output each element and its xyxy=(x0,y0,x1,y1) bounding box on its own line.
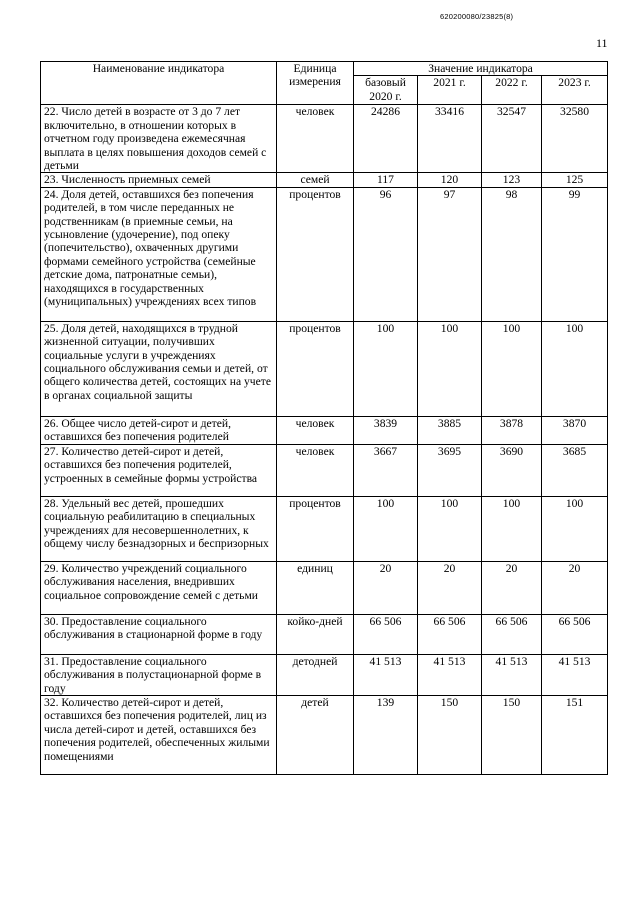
value-2022: 3690 xyxy=(482,444,542,496)
value-2022: 66 506 xyxy=(482,614,542,654)
value-2023: 151 xyxy=(542,696,608,775)
indicator-name: 31. Предоставление социального обслуживания в полустационарной форме в году xyxy=(41,654,277,695)
value-2021: 3695 xyxy=(418,444,482,496)
value-2021: 150 xyxy=(418,696,482,775)
header-base-2020: базовый 2020 г. xyxy=(354,76,418,105)
table-row xyxy=(41,696,608,775)
indicator-name: 24. Доля детей, оставшихся без попечения родителей, в том числе переданных не родственникам (в приемные семьи, на усыновление (удочерение), под опеку (попечительство), охваченных другими формами семейного устройства (семейные детские дома, патронатные семьи), находящихся в государственных (муниципальных) учреждениях всех типов xyxy=(41,187,277,321)
value-2023: 99 xyxy=(542,187,608,321)
value-2023: 66 506 xyxy=(542,614,608,654)
header-2021: 2021 г. xyxy=(418,76,482,105)
table-row xyxy=(41,654,608,695)
indicator-unit: детей xyxy=(277,696,354,775)
value-2022: 150 xyxy=(482,696,542,775)
value-base-2020: 66 506 xyxy=(354,614,418,654)
value-2023: 3685 xyxy=(542,444,608,496)
value-2023: 125 xyxy=(542,173,608,187)
indicator-unit: человек xyxy=(277,416,354,444)
indicator-name: 27. Количество детей-сирот и детей, оставшихся без попечения родителей, устроенных в семейные формы устройства xyxy=(41,444,277,496)
indicator-unit: человек xyxy=(277,105,354,173)
table-row xyxy=(41,321,608,416)
value-base-2020: 41 513 xyxy=(354,654,418,695)
header-2022: 2022 г. xyxy=(482,76,542,105)
value-2022: 20 xyxy=(482,561,542,614)
value-base-2020: 24286 xyxy=(354,105,418,173)
value-base-2020: 20 xyxy=(354,561,418,614)
indicator-unit: детодней xyxy=(277,654,354,695)
header-indicator-name: Наименование индикатора xyxy=(41,62,277,105)
indicator-unit: процентов xyxy=(277,496,354,561)
table-row xyxy=(41,105,608,173)
indicator-unit: процентов xyxy=(277,321,354,416)
indicator-name: 23. Численность приемных семей xyxy=(41,173,277,187)
value-2023: 3870 xyxy=(542,416,608,444)
value-2022: 3878 xyxy=(482,416,542,444)
value-2023: 32580 xyxy=(542,105,608,173)
table-row xyxy=(41,444,608,496)
value-2023: 41 513 xyxy=(542,654,608,695)
table-row xyxy=(41,561,608,614)
value-2021: 100 xyxy=(418,496,482,561)
table-row xyxy=(41,614,608,654)
indicator-name: 29. Количество учреждений социального обслуживания населения, внедривших социальное сопровождение семей с детьми xyxy=(41,561,277,614)
header-unit: Единица измерения xyxy=(277,62,354,105)
value-2022: 123 xyxy=(482,173,542,187)
value-2022: 41 513 xyxy=(482,654,542,695)
indicators-table xyxy=(40,61,608,775)
value-base-2020: 3667 xyxy=(354,444,418,496)
indicator-name: 22. Число детей в возрасте от 3 до 7 лет включительно, в отношении которых в отчетном году произведена ежемесячная выплата в целях повышения доходов семей с детьми xyxy=(41,105,277,173)
value-2022: 100 xyxy=(482,321,542,416)
indicator-unit: семей xyxy=(277,173,354,187)
value-2021: 41 513 xyxy=(418,654,482,695)
header-2023: 2023 г. xyxy=(542,76,608,105)
table-row xyxy=(41,173,608,187)
value-2022: 100 xyxy=(482,496,542,561)
value-base-2020: 139 xyxy=(354,696,418,775)
value-base-2020: 100 xyxy=(354,321,418,416)
page-number: 11 xyxy=(596,36,608,50)
value-base-2020: 100 xyxy=(354,496,418,561)
value-2021: 100 xyxy=(418,321,482,416)
indicator-name: 30. Предоставление социального обслуживания в стационарной форме в году xyxy=(41,614,277,654)
indicator-unit: единиц xyxy=(277,561,354,614)
value-2022: 32547 xyxy=(482,105,542,173)
indicator-name: 25. Доля детей, находящихся в трудной жизненной ситуации, получивших социальные услуги в учреждениях социального обслуживания семьи и детей, от общего количества детей, состоящих на учете в органах социальной защиты xyxy=(41,321,277,416)
value-2023: 100 xyxy=(542,321,608,416)
table-row xyxy=(41,496,608,561)
value-2022: 98 xyxy=(482,187,542,321)
indicator-name: 28. Удельный вес детей, прошедших социальную реабилитацию в специальных учреждениях для несовершеннолетних, к общему числу безнадзорных и беспризорных xyxy=(41,496,277,561)
value-2021: 66 506 xyxy=(418,614,482,654)
value-2021: 120 xyxy=(418,173,482,187)
value-base-2020: 117 xyxy=(354,173,418,187)
indicator-unit: койко-дней xyxy=(277,614,354,654)
value-base-2020: 96 xyxy=(354,187,418,321)
header-indicator-value: Значение индикатора xyxy=(354,62,608,76)
indicator-unit: процентов xyxy=(277,187,354,321)
value-2021: 33416 xyxy=(418,105,482,173)
table-row xyxy=(41,416,608,444)
indicator-unit: человек xyxy=(277,444,354,496)
document-number: 620200080/23825(8) xyxy=(440,12,514,21)
value-2023: 100 xyxy=(542,496,608,561)
value-base-2020: 3839 xyxy=(354,416,418,444)
value-2021: 97 xyxy=(418,187,482,321)
table-row xyxy=(41,187,608,321)
indicator-name: 26. Общее число детей-сирот и детей, оставшихся без попечения родителей xyxy=(41,416,277,444)
value-2021: 3885 xyxy=(418,416,482,444)
indicator-name: 32. Количество детей-сирот и детей, оставшихся без попечения родителей, лиц из числа детей-сирот и детей, оставшихся без попечения родителей, обеспеченных жилыми помещениями xyxy=(41,696,277,775)
value-2023: 20 xyxy=(542,561,608,614)
value-2021: 20 xyxy=(418,561,482,614)
